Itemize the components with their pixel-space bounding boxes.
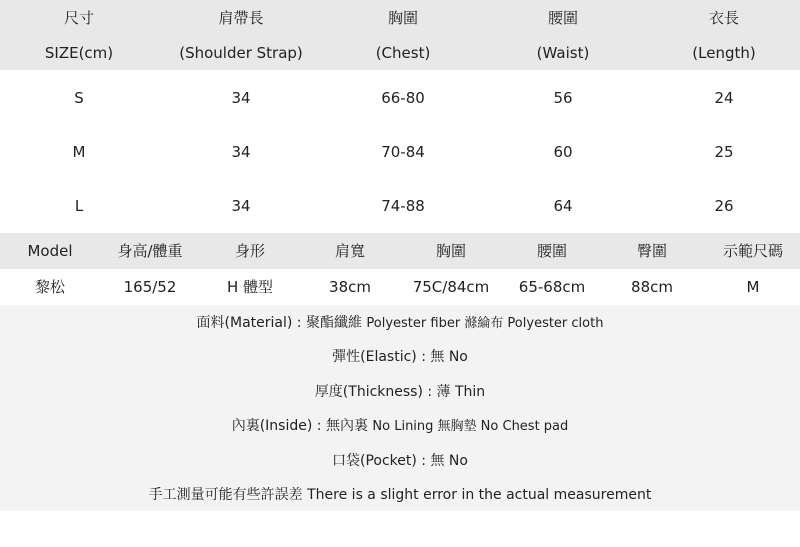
disclaimer-value: There is a slight error in the actual measurement (307, 487, 652, 503)
model-header-shoulder-width: 肩寬 (334, 242, 366, 260)
header-length-zh: 衣長 (708, 9, 740, 27)
inside-label: 內裏(Inside) : 無內裏 (231, 418, 368, 434)
length-cell: 26 (714, 197, 734, 215)
model-table-body (0, 269, 800, 305)
length-cell: 25 (714, 143, 734, 161)
thickness-note (0, 383, 800, 401)
chest-cell: 70-84 (381, 143, 425, 161)
model-body-type-cell: H 體型 (226, 278, 274, 296)
header-waist-zh: 腰圍 (547, 9, 579, 27)
model-header-height-weight: 身高/體重 (117, 242, 183, 260)
model-chest-cell: 75C/84cm (412, 278, 490, 296)
header-waist-en: (Waist) (536, 44, 590, 62)
length-cell: 24 (714, 89, 734, 107)
inside-value: No Lining 無胸墊 No Chest pad (372, 419, 569, 434)
disclaimer-label: 手工測量可能有些許誤差 (148, 487, 303, 503)
model-header-body-type: 身形 (234, 242, 266, 260)
model-header-model: Model (27, 242, 73, 260)
model-height-weight-cell: 165/52 (123, 278, 177, 296)
material-label: 面料(Material) : 聚酯纖維 (196, 315, 362, 331)
pocket-note (0, 452, 800, 470)
model-header-waist: 腰圍 (536, 242, 568, 260)
chest-cell: 66-80 (381, 89, 425, 107)
material-note (0, 314, 800, 333)
measurement-disclaimer (0, 486, 800, 504)
model-name-cell: 黎松 (34, 278, 66, 296)
product-notes (0, 305, 800, 511)
size-table-header (0, 0, 800, 70)
model-table-header (0, 233, 800, 269)
thickness-label: 厚度(Thickness) : 薄 Thin (314, 384, 486, 400)
model-hips-cell: 88cm (631, 278, 673, 296)
model-size-worn-cell: M (746, 278, 760, 296)
model-header-hips: 臀圍 (636, 242, 668, 260)
shoulder-strap-cell: 34 (231, 143, 251, 161)
elastic-note (0, 348, 800, 366)
model-waist-cell: 65-68cm (518, 278, 586, 296)
shoulder-strap-cell: 34 (231, 197, 251, 215)
elastic-label: 彈性(Elastic) : 無 No (332, 349, 468, 365)
model-shoulder-width-cell: 38cm (329, 278, 371, 296)
header-length-en: (Length) (692, 44, 756, 62)
size-table-body (0, 70, 800, 233)
header-size-zh: 尺寸 (63, 9, 95, 27)
waist-cell: 60 (553, 143, 573, 161)
waist-cell: 64 (553, 197, 573, 215)
header-shoulder-strap-en: (Shoulder Strap) (179, 44, 303, 62)
model-header-chest: 胸圍 (435, 242, 467, 260)
header-size-en: SIZE(cm) (44, 44, 114, 62)
chest-cell: 74-88 (381, 197, 425, 215)
material-value: Polyester fiber 滌綸布 Polyester cloth (366, 316, 604, 331)
inside-note (0, 417, 800, 436)
header-shoulder-strap-zh: 肩帶長 (218, 9, 264, 27)
size-cell: M (72, 143, 86, 161)
size-cell: S (74, 89, 84, 107)
model-header-size-worn: 示範尺碼 (722, 242, 784, 260)
header-chest-en: (Chest) (375, 44, 431, 62)
header-chest-zh: 胸圍 (387, 9, 419, 27)
shoulder-strap-cell: 34 (231, 89, 251, 107)
waist-cell: 56 (553, 89, 573, 107)
pocket-label: 口袋(Pocket) : 無 No (332, 453, 468, 469)
size-cell: L (74, 197, 84, 215)
